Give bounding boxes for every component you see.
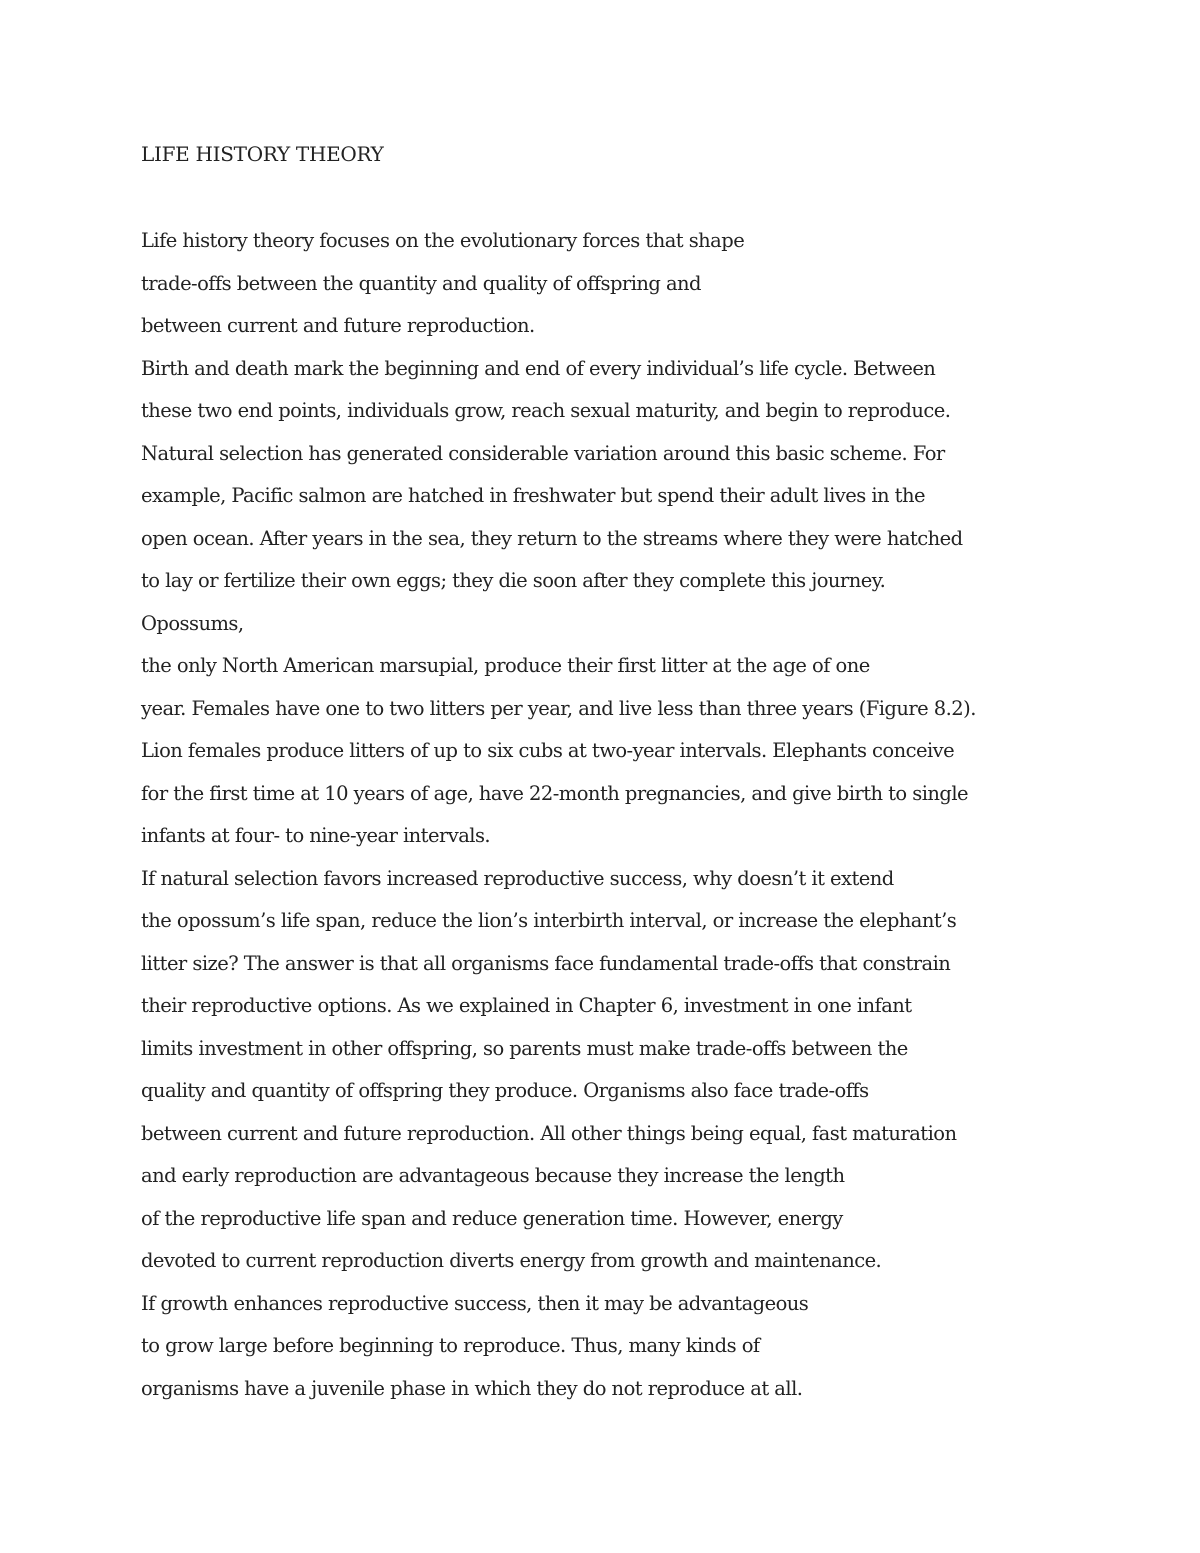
document-body (141, 227, 1071, 1417)
text-line: the opossum’s life span, reduce the lion’s interbirth interval, or increase the elephant’s (141, 909, 957, 932)
text-line: litter size? The answer is that all organisms face fundamental trade-offs that constrain (141, 951, 951, 975)
text-line: Opossums, (141, 611, 244, 635)
text-line: Birth and death mark the beginning and end of every individual’s life cycle. Between (141, 356, 936, 380)
text-line: example, Pacific salmon are hatched in freshwater but spend their adult lives in the (141, 484, 925, 507)
text-line: infants at four- to nine-year intervals. (141, 824, 491, 847)
text-line: Lion females produce litters of up to six cubs at two-year intervals. Elephants conceive (141, 739, 955, 762)
text-line: devoted to current reproduction diverts energy from growth and maintenance. (141, 1249, 882, 1272)
text-line: for the first time at 10 years of age, have 22-month pregnancies, and give birth to single (141, 781, 969, 805)
text-line: trade-offs between the quantity and quality of offspring and (141, 271, 701, 295)
text-line: Life history theory focuses on the evolutionary forces that shape (141, 229, 745, 252)
text-line: between current and future reproduction. (141, 314, 535, 337)
text-line: and early reproduction are advantageous because they increase the length (141, 1164, 845, 1187)
text-line: If natural selection favors increased reproductive success, why doesn’t it extend (141, 866, 894, 890)
text-line: limits investment in other offspring, so parents must make trade-offs between the (141, 1036, 908, 1060)
text-line: to lay or fertilize their own eggs; they die soon after they complete this journey. (141, 569, 886, 592)
text-line: open ocean. After years in the sea, they return to the streams where they were hatched (141, 526, 963, 550)
text-line: organisms have a juvenile phase in which they do not reproduce at all. (141, 1376, 803, 1400)
text-line: quality and quantity of offspring they produce. Organisms also face trade-offs (141, 1079, 869, 1102)
text-line: If growth enhances reproductive success, then it may be advantageous (141, 1291, 809, 1315)
document-title: LIFE HISTORY THEORY (141, 142, 384, 166)
text-line: their reproductive options. As we explained in Chapter 6, investment in one infant (141, 994, 912, 1017)
text-line: to grow large before beginning to reproduce. Thus, many kinds of (141, 1334, 760, 1357)
text-line: of the reproductive life span and reduce generation time. However, energy (141, 1206, 843, 1230)
text-line: between current and future reproduction. All other things being equal, fast maturation (141, 1121, 957, 1145)
text-line: these two end points, individuals grow, reach sexual maturity, and begin to reproduce. (141, 399, 951, 422)
text-line: year. Females have one to two litters per year, and live less than three years (Figure 8.2). (141, 696, 976, 720)
text-line: Natural selection has generated considerable variation around this basic scheme. For (141, 441, 945, 465)
text-line: the only North American marsupial, produce their first litter at the age of one (141, 654, 870, 677)
